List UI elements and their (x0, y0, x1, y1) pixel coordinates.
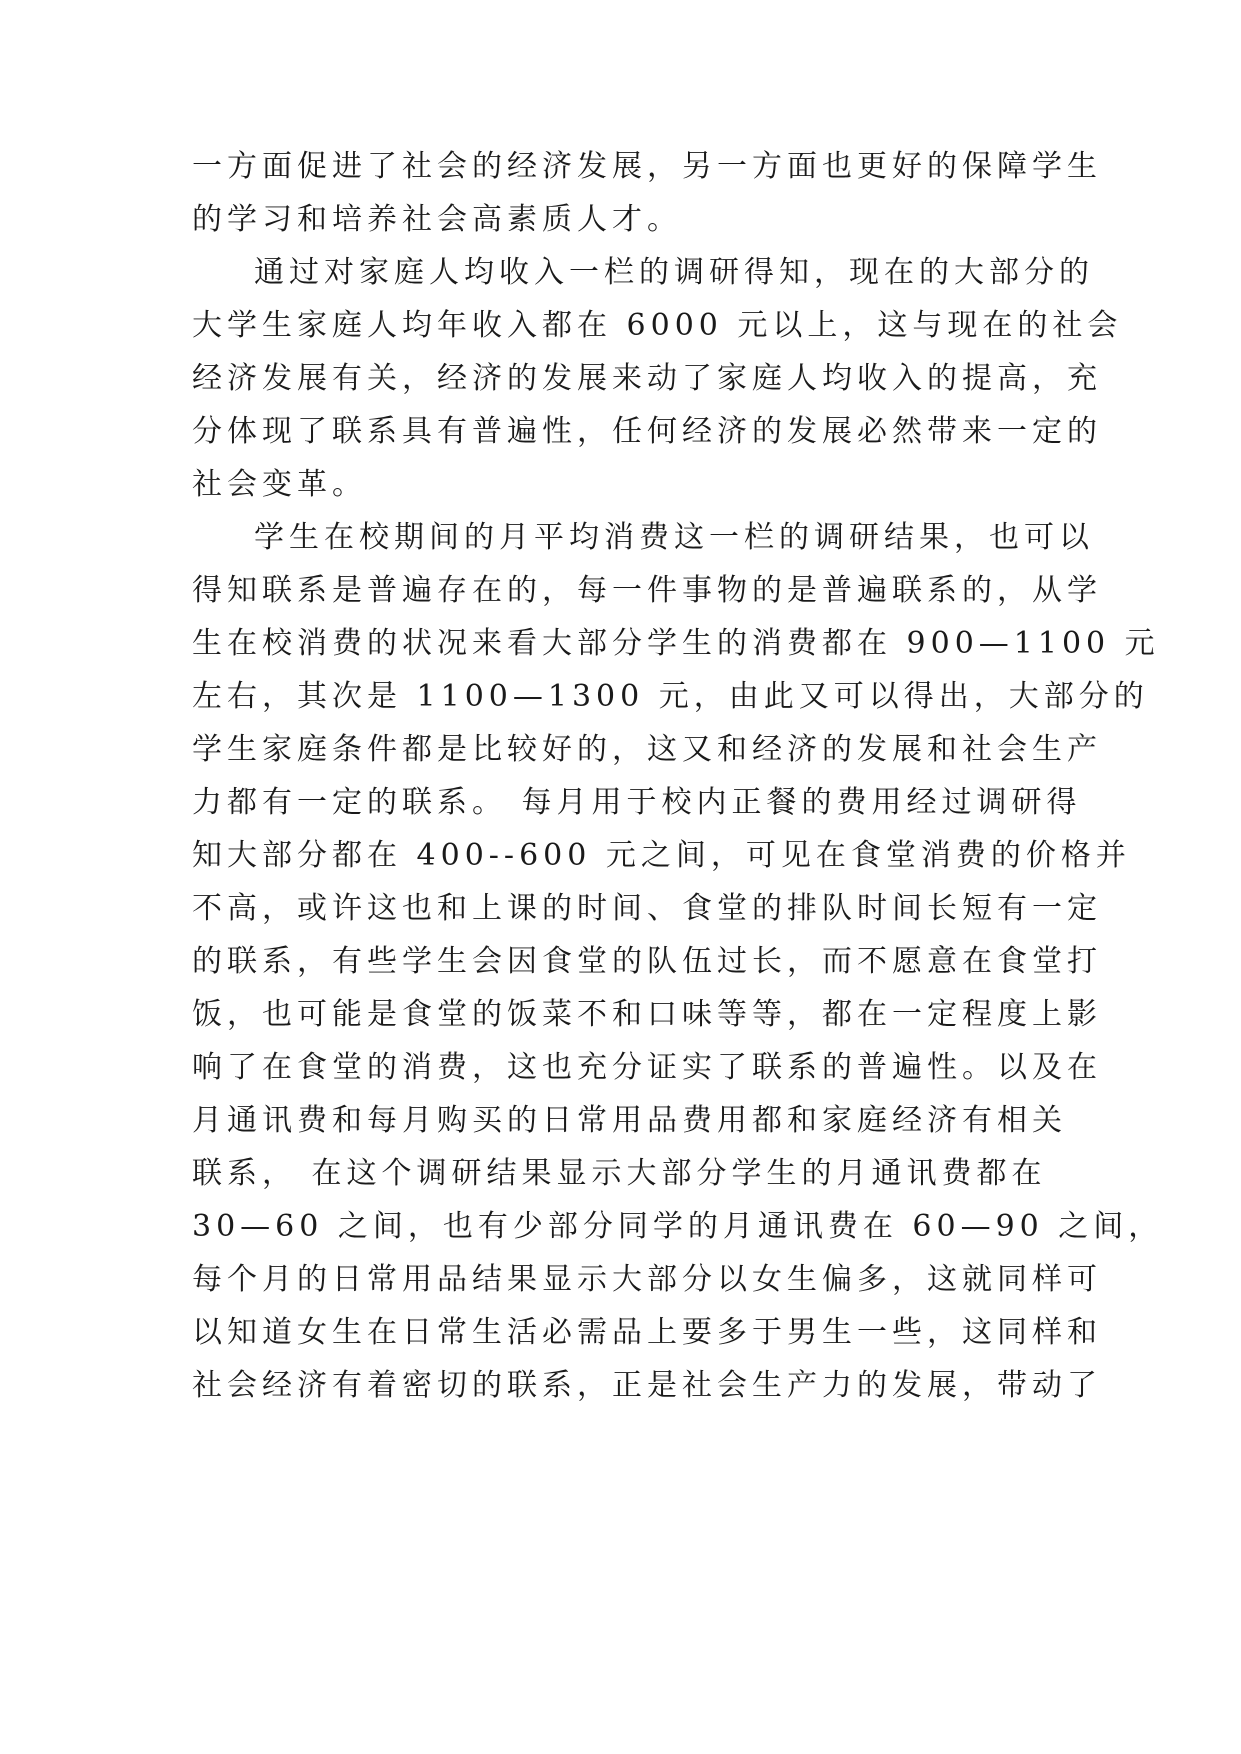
text-line: 社会变革。 (192, 467, 367, 502)
text-line: 学生在校期间的月平均消费这一栏的调研结果，也可以 (254, 520, 1094, 555)
text-line: 得知联系是普遍存在的，每一件事物的是普遍联系的，从学 (192, 573, 1102, 608)
text-line: 学生家庭条件都是比较好的，这又和经济的发展和社会生产 (192, 732, 1102, 767)
text-line: 的联系，有些学生会因食堂的队伍过长，而不愿意在食堂打 (192, 944, 1102, 979)
text-line: 生在校消费的状况来看大部分学生的消费都在 900—1100 元 (192, 626, 1160, 661)
text-line: 的学习和培养社会高素质人才。 (192, 202, 682, 237)
text-line: 分体现了联系具有普遍性，任何经济的发展必然带来一定的 (192, 414, 1102, 449)
text-line: 大学生家庭人均年收入都在 6000 元以上，这与现在的社会 (192, 308, 1123, 343)
text-line: 一方面促进了社会的经济发展，另一方面也更好的保障学生 (192, 149, 1102, 184)
text-line: 社会经济有着密切的联系，正是社会生产力的发展，带动了 (192, 1368, 1102, 1403)
text-line: 响了在食堂的消费，这也充分证实了联系的普遍性。以及在 (192, 1050, 1102, 1085)
text-line: 力都有一定的联系。 每月用于校内正餐的费用经过调研得 (192, 785, 1082, 820)
text-line: 知大部分都在 400--600 元之间，可见在食堂消费的价格并 (192, 838, 1131, 873)
text-line: 通过对家庭人均收入一栏的调研得知，现在的大部分的 (254, 255, 1094, 290)
text-line: 30—60 之间，也有少部分同学的月通讯费在 60—90 之间， (192, 1209, 1164, 1244)
text-line: 每个月的日常用品结果显示大部分以女生偏多，这就同样可 (192, 1262, 1102, 1297)
text-line: 月通讯费和每月购买的日常用品费用都和家庭经济有相关 (192, 1103, 1067, 1138)
text-line: 不高，或许这也和上课的时间、食堂的排队时间长短有一定 (192, 891, 1102, 926)
text-line: 以知道女生在日常生活必需品上要多于男生一些，这同样和 (192, 1315, 1102, 1350)
text-line: 联系， 在这个调研结果显示大部分学生的月通讯费都在 (192, 1156, 1047, 1191)
text-line: 饭，也可能是食堂的饭菜不和口味等等，都在一定程度上影 (192, 997, 1102, 1032)
text-line: 左右，其次是 1100—1300 元，由此又可以得出，大部分的 (192, 679, 1149, 714)
text-line: 经济发展有关，经济的发展来动了家庭人均收入的提高，充 (192, 361, 1102, 396)
